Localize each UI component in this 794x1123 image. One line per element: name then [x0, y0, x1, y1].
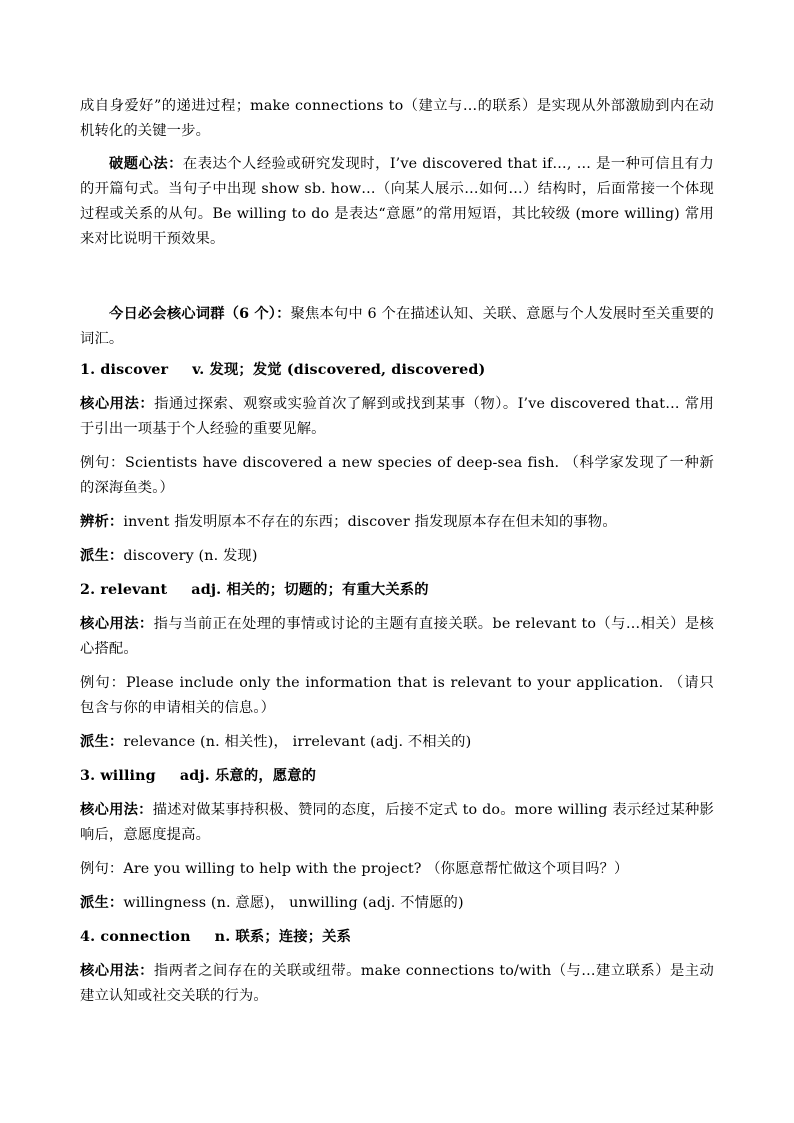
word-derive — [80, 544, 714, 569]
tip-label: 破题心法： — [109, 156, 183, 172]
core-label: 今日必会核心词群（6 个）： — [109, 306, 291, 322]
intro-paragraph: 成自身爱好”的递进过程；make connections to（建立与…的联系）是实现从外部激励到内在动机转化的关键一步。 — [80, 98, 714, 139]
usage-label: 核心用法： — [80, 802, 153, 818]
word-derive — [80, 891, 714, 916]
word-usage — [80, 959, 714, 1009]
derive-label: 派生： — [80, 895, 124, 911]
usage-text: 指两者之间存在的关联或纽带。make connections to/with（与…建立联系）是主动建立认知或社交关联的行为。 — [80, 963, 714, 1004]
word-derive — [80, 730, 714, 755]
example-text: Scientists have discovered a new species of deep-sea fish. （科学家发现了一种新的深海鱼类。） — [80, 455, 715, 496]
usage-text: 指与当前正在处理的事情或讨论的主题有直接关联。be relevant to（与…相关）是核心搭配。 — [80, 616, 715, 657]
word-heading — [80, 764, 714, 789]
word-pos: adj. — [191, 582, 222, 598]
word-head: 3. willing — [80, 768, 156, 784]
core-paragraph — [80, 302, 714, 352]
example-text: Are you willing to help with the project? （你愿意帮忙做这个项目吗？） — [123, 861, 629, 877]
word-meaning: 相关的；切题的；有重大关系的 — [226, 582, 429, 598]
word-heading — [80, 578, 714, 603]
word-pos: adj. — [179, 768, 210, 784]
usage-text: 指通过探索、观察或实验首次了解到或找到某事（物）。I’ve discovered that… 常用于引出一项基于个人经验的重要见解。 — [80, 396, 715, 437]
tip-paragraph — [80, 152, 714, 252]
word-head: 2. relevant — [80, 582, 168, 598]
word-example — [80, 451, 714, 501]
word-usage — [80, 612, 714, 662]
word-meaning: 乐意的，愿意的 — [214, 768, 317, 784]
derive-text: willingness (n. 意愿)， unwilling (adj. 不情愿的) — [123, 895, 464, 911]
usage-label: 核心用法： — [80, 396, 155, 412]
word-example — [80, 671, 714, 721]
word-meaning: 联系；连接；关系 — [235, 929, 352, 945]
usage-label: 核心用法： — [80, 963, 154, 979]
word-analysis — [80, 510, 714, 535]
core-text: 聚焦本句中 6 个在描述认知、关联、意愿与个人发展时至关重要的词汇。 — [80, 306, 714, 347]
word-pos: v. — [192, 362, 205, 378]
example-label: 例句： — [80, 455, 126, 471]
example-text: Please include only the information that is relevant to your application. （请只包含与你的申请相关的信息。） — [80, 675, 715, 716]
word-heading — [80, 925, 714, 950]
document-page — [80, 94, 714, 1009]
derive-label: 派生： — [80, 548, 124, 564]
word-forms: (discovered, discovered) — [286, 362, 486, 378]
usage-text: 描述对做某事持积极、赞同的态度，后接不定式 to do。more willing 表示经过某种影响后，意愿度提高。 — [80, 802, 714, 843]
example-label: 例句： — [80, 861, 124, 877]
derive-text: relevance (n. 相关性)， irrelevant (adj. 不相关的) — [123, 734, 472, 750]
word-example — [80, 857, 714, 882]
word-pos: n. — [214, 929, 231, 945]
word-head: 4. connection — [80, 929, 191, 945]
example-label: 例句： — [80, 675, 127, 691]
analysis-text: invent 指发明原本不存在的东西；discover 指发现原本存在但未知的事物。 — [123, 514, 617, 530]
derive-label: 派生： — [80, 734, 124, 750]
tip-text: 在表达个人经验或研究发现时，I’ve discovered that if…, … 是一种可信且有力的开篇句式。当句子中出现 show sb. how…（向某人展示…如何…）结构时，后面常接一个体现过程或关系的从句。Be willing to do 是表达“意愿”的常用短语，其比较级 (more willing) 常用来对比说明干预效果。 — [80, 156, 715, 247]
word-meaning: 发现；发觉 — [209, 362, 282, 378]
word-heading — [80, 358, 714, 383]
word-head: 1. discover — [80, 362, 169, 378]
word-usage — [80, 798, 714, 848]
derive-text: discovery (n. 发现) — [123, 548, 258, 564]
analysis-label: 辨析： — [80, 514, 124, 530]
word-usage — [80, 392, 714, 442]
usage-label: 核心用法： — [80, 616, 154, 632]
